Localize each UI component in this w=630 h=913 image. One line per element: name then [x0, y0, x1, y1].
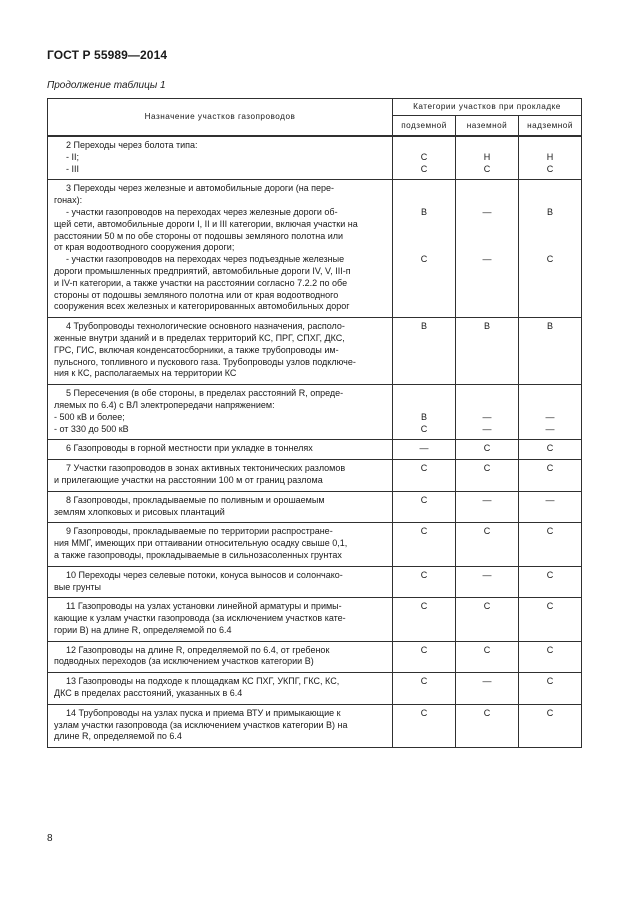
cell-ground	[456, 598, 519, 641]
row-description	[48, 491, 393, 523]
category-value: —	[545, 423, 555, 434]
description-line: 4 Трубопроводы технологические основного назначения, располо-	[66, 321, 345, 332]
category-value: С	[483, 601, 491, 612]
table-row	[48, 673, 582, 705]
category-value: —	[482, 206, 492, 217]
page-number: 8	[47, 833, 53, 844]
category-value: —	[482, 569, 492, 580]
description-line: стороны от подошвы земляного полотна или от края водоотводного	[54, 289, 339, 300]
cell-underground	[393, 491, 456, 523]
cell-underground	[393, 136, 456, 180]
spacer	[519, 388, 581, 400]
cell-overhead	[519, 440, 582, 460]
category-value: С	[546, 443, 554, 454]
cell-overhead	[519, 460, 582, 492]
description-line: кающие к узлам участки газопровода (за исключением участков кате-	[54, 613, 346, 624]
category-value: С	[546, 707, 554, 718]
description-line: 5 Пересечения (в обе стороны, в пределах расстояний R, опреде-	[66, 388, 344, 399]
cell-ground	[456, 673, 519, 705]
cell-ground	[456, 318, 519, 385]
cell-underground	[393, 460, 456, 492]
description-line: 12 Газопроводы на длине R, определяемой по 6.4, от гребенок	[66, 644, 330, 655]
subcolumn-overhead: надземной	[519, 116, 582, 137]
description-line: 13 Газопроводы на подходе к площадкам КС ПХГ, УКПГ, ГКС, КС,	[66, 676, 340, 687]
spacer	[393, 231, 455, 243]
cell-ground	[456, 491, 519, 523]
category-value: —	[482, 494, 492, 505]
cell-ground	[456, 641, 519, 673]
category-value: С	[420, 644, 428, 655]
category-value: С	[420, 676, 428, 687]
description-line: ДКС в пределах расстояний, указанных в 6.4	[54, 688, 243, 699]
column-header-purpose: Назначение участков газопроводов	[48, 99, 393, 137]
category-value: В	[483, 321, 490, 332]
category-value: В	[420, 411, 427, 422]
cell-underground	[393, 566, 456, 598]
description-line: 8 Газопроводы, прокладываемые по поливным и орошаемым	[66, 494, 325, 505]
row-description	[48, 566, 393, 598]
table-header	[48, 99, 582, 137]
category-value: С	[546, 463, 554, 474]
category-value: С	[483, 463, 491, 474]
spacer	[519, 242, 581, 254]
table-row	[48, 641, 582, 673]
spacer	[393, 219, 455, 231]
row-description	[48, 180, 393, 318]
description-line: ния ММГ, имеющих при оттаивании относительную осадку свыше 0,1,	[54, 538, 348, 549]
spacer	[519, 219, 581, 231]
cell-underground	[393, 598, 456, 641]
category-value: С	[546, 526, 554, 537]
description-line: расстоянии 50 м по обе стороны от подошвы земляного полотна или	[54, 230, 344, 241]
spacer	[456, 140, 518, 152]
category-value: В	[546, 206, 553, 217]
category-value: С	[420, 163, 428, 174]
category-value: С	[420, 463, 428, 474]
cell-overhead	[519, 598, 582, 641]
row-description	[48, 673, 393, 705]
category-value: С	[420, 494, 428, 505]
description-line: 7 Участки газопроводов в зонах активных тектонических разломов	[66, 463, 346, 474]
description-line: - 500 кВ и более;	[54, 411, 125, 422]
spacer	[393, 388, 455, 400]
table-row	[48, 385, 582, 440]
description-line: щей сети, автомобильные дороги I, II и III категории, включая участки на	[54, 218, 358, 229]
description-line: землям хлопковых и рисовых плантаций	[54, 506, 225, 517]
row-description	[48, 318, 393, 385]
table-row	[48, 704, 582, 747]
category-value: С	[420, 526, 428, 537]
spacer	[393, 242, 455, 254]
document-header: ГОСТ Р 55989—2014	[47, 48, 168, 62]
description-line: 9 Газопроводы, прокладываемые по территории распростране-	[66, 526, 333, 537]
row-description	[48, 136, 393, 180]
cell-underground	[393, 440, 456, 460]
cell-underground	[393, 673, 456, 705]
description-line: 10 Переходы через селевые потоки, конуса выносов и солончако-	[66, 569, 343, 580]
description-line: подводных переходов (за исключением участков категории В)	[54, 656, 314, 667]
spacer	[393, 400, 455, 412]
description-line: от края водоотводного сооружения дороги;	[54, 242, 235, 253]
cell-overhead	[519, 523, 582, 566]
table-row	[48, 460, 582, 492]
category-value: В	[420, 321, 427, 332]
description-line: вые грунты	[54, 581, 102, 592]
category-value: —	[545, 494, 555, 505]
spacer	[519, 183, 581, 195]
spacer	[393, 183, 455, 195]
category-value: С	[546, 676, 554, 687]
cell-ground	[456, 385, 519, 440]
cell-overhead	[519, 673, 582, 705]
spacer	[456, 195, 518, 207]
description-line: 6 Газопроводы в горной местности при укладке в тоннелях	[66, 443, 313, 454]
table-body	[48, 136, 582, 748]
row-description	[48, 440, 393, 460]
cell-underground	[393, 523, 456, 566]
description-line: - III	[66, 163, 79, 174]
description-line: - участки газопроводов на переходах через железные дороги об-	[66, 206, 338, 217]
table-row	[48, 566, 582, 598]
category-value: С	[546, 254, 554, 265]
cell-ground	[456, 136, 519, 180]
category-value: В	[546, 321, 553, 332]
table-row	[48, 440, 582, 460]
spacer	[456, 231, 518, 243]
spacer	[519, 140, 581, 152]
category-value: С	[420, 707, 428, 718]
cell-ground	[456, 704, 519, 747]
cell-overhead	[519, 180, 582, 318]
cell-underground	[393, 385, 456, 440]
row-description	[48, 641, 393, 673]
table-row	[48, 136, 582, 180]
category-value: С	[420, 151, 428, 162]
spacer	[456, 219, 518, 231]
category-value: В	[420, 206, 427, 217]
spacer	[393, 140, 455, 152]
row-description	[48, 704, 393, 747]
table-row	[48, 491, 582, 523]
table-row	[48, 598, 582, 641]
category-value: С	[546, 163, 554, 174]
spacer	[456, 183, 518, 195]
row-description	[48, 523, 393, 566]
table-caption: Продолжение таблицы 1	[47, 80, 166, 91]
category-value: —	[482, 676, 492, 687]
row-description	[48, 460, 393, 492]
category-value: С	[483, 644, 491, 655]
spacer	[519, 400, 581, 412]
categories-table	[47, 98, 582, 748]
category-value: Н	[546, 151, 554, 162]
spacer	[456, 242, 518, 254]
spacer	[456, 400, 518, 412]
subcolumn-underground: подземной	[393, 116, 456, 137]
cell-overhead	[519, 385, 582, 440]
spacer	[393, 195, 455, 207]
description-line: 2 Переходы через болота типа:	[66, 140, 198, 150]
cell-overhead	[519, 318, 582, 385]
category-value: —	[419, 443, 429, 454]
category-value: С	[546, 644, 554, 655]
category-value: С	[483, 526, 491, 537]
category-value: Н	[483, 151, 491, 162]
cell-overhead	[519, 641, 582, 673]
description-line: ния к КС, располагаемых на территории КС	[54, 368, 237, 379]
description-line: 11 Газопроводы на узлах установки линейной арматуры и примы-	[66, 601, 342, 612]
category-value: С	[420, 254, 428, 265]
cell-underground	[393, 704, 456, 747]
table-row	[48, 523, 582, 566]
cell-underground	[393, 180, 456, 318]
table-row	[48, 318, 582, 385]
description-line: ГРС, ГИС, включая конденсатосборники, а также трубопроводы им-	[54, 344, 339, 355]
category-value: —	[545, 411, 555, 422]
description-line: а также газопроводы, прокладываемые в сильнозасоленных грунтах	[54, 549, 342, 560]
cell-overhead	[519, 566, 582, 598]
cell-underground	[393, 641, 456, 673]
category-value: С	[483, 443, 491, 454]
row-description	[48, 385, 393, 440]
description-line: сооружения всех железных и категорированных автомобильных дорог	[54, 301, 350, 312]
cell-ground	[456, 566, 519, 598]
cell-ground	[456, 460, 519, 492]
description-line: - участки газопроводов на переходах через подъездные железные	[66, 254, 345, 265]
category-value: С	[546, 601, 554, 612]
description-line: ляемых по 6.4) с ВЛ электропередачи напряжением:	[54, 399, 275, 410]
description-line: и IV-п категории, а также участки на расстоянии согласно 7.2.2 по обе	[54, 277, 348, 288]
table-row	[48, 180, 582, 318]
spacer	[519, 231, 581, 243]
cell-overhead	[519, 491, 582, 523]
category-value: С	[420, 423, 428, 434]
category-value: —	[482, 411, 492, 422]
description-line: длине R, определяемой по 6.4	[54, 731, 182, 742]
spacer	[519, 195, 581, 207]
category-value: С	[483, 163, 491, 174]
cell-underground	[393, 318, 456, 385]
category-value: —	[482, 254, 492, 265]
description-line: женные внутри зданий и в пределах территорий КС, ПРГ, СПХГ, ДКС,	[54, 332, 345, 343]
category-value: С	[420, 601, 428, 612]
description-line: гонах):	[54, 195, 83, 206]
category-value: С	[483, 707, 491, 718]
cell-ground	[456, 523, 519, 566]
column-group-header: Категории участков при прокладке	[393, 99, 582, 116]
cell-overhead	[519, 136, 582, 180]
subcolumn-ground: наземной	[456, 116, 519, 137]
cell-ground	[456, 180, 519, 318]
category-value: С	[546, 569, 554, 580]
cell-overhead	[519, 704, 582, 747]
cell-ground	[456, 440, 519, 460]
description-line: 3 Переходы через железные и автомобильные дороги (на пере-	[66, 183, 335, 194]
row-description	[48, 598, 393, 641]
description-line: дороги промышленных предприятий, автомобильные дороги IV, V, III-п	[54, 265, 351, 276]
description-line: пульсного, топливного и пускового газа. Трубопроводы узлов подключе-	[54, 356, 356, 367]
description-line: - II;	[66, 151, 79, 162]
category-value: С	[420, 569, 428, 580]
description-line: и прилегающие участки на расстоянии 100 м от границ разлома	[54, 474, 323, 485]
spacer	[456, 388, 518, 400]
description-line: гории В) на длине R, определяемой по 6.4	[54, 624, 232, 635]
category-value: —	[482, 423, 492, 434]
description-line: 14 Трубопроводы на узлах пуска и приема ВТУ и примыкающие к	[66, 707, 341, 718]
description-line: - от 330 до 500 кВ	[54, 423, 129, 434]
description-line: узлам участки газопровода (за исключением участков категории В) на	[54, 719, 348, 730]
